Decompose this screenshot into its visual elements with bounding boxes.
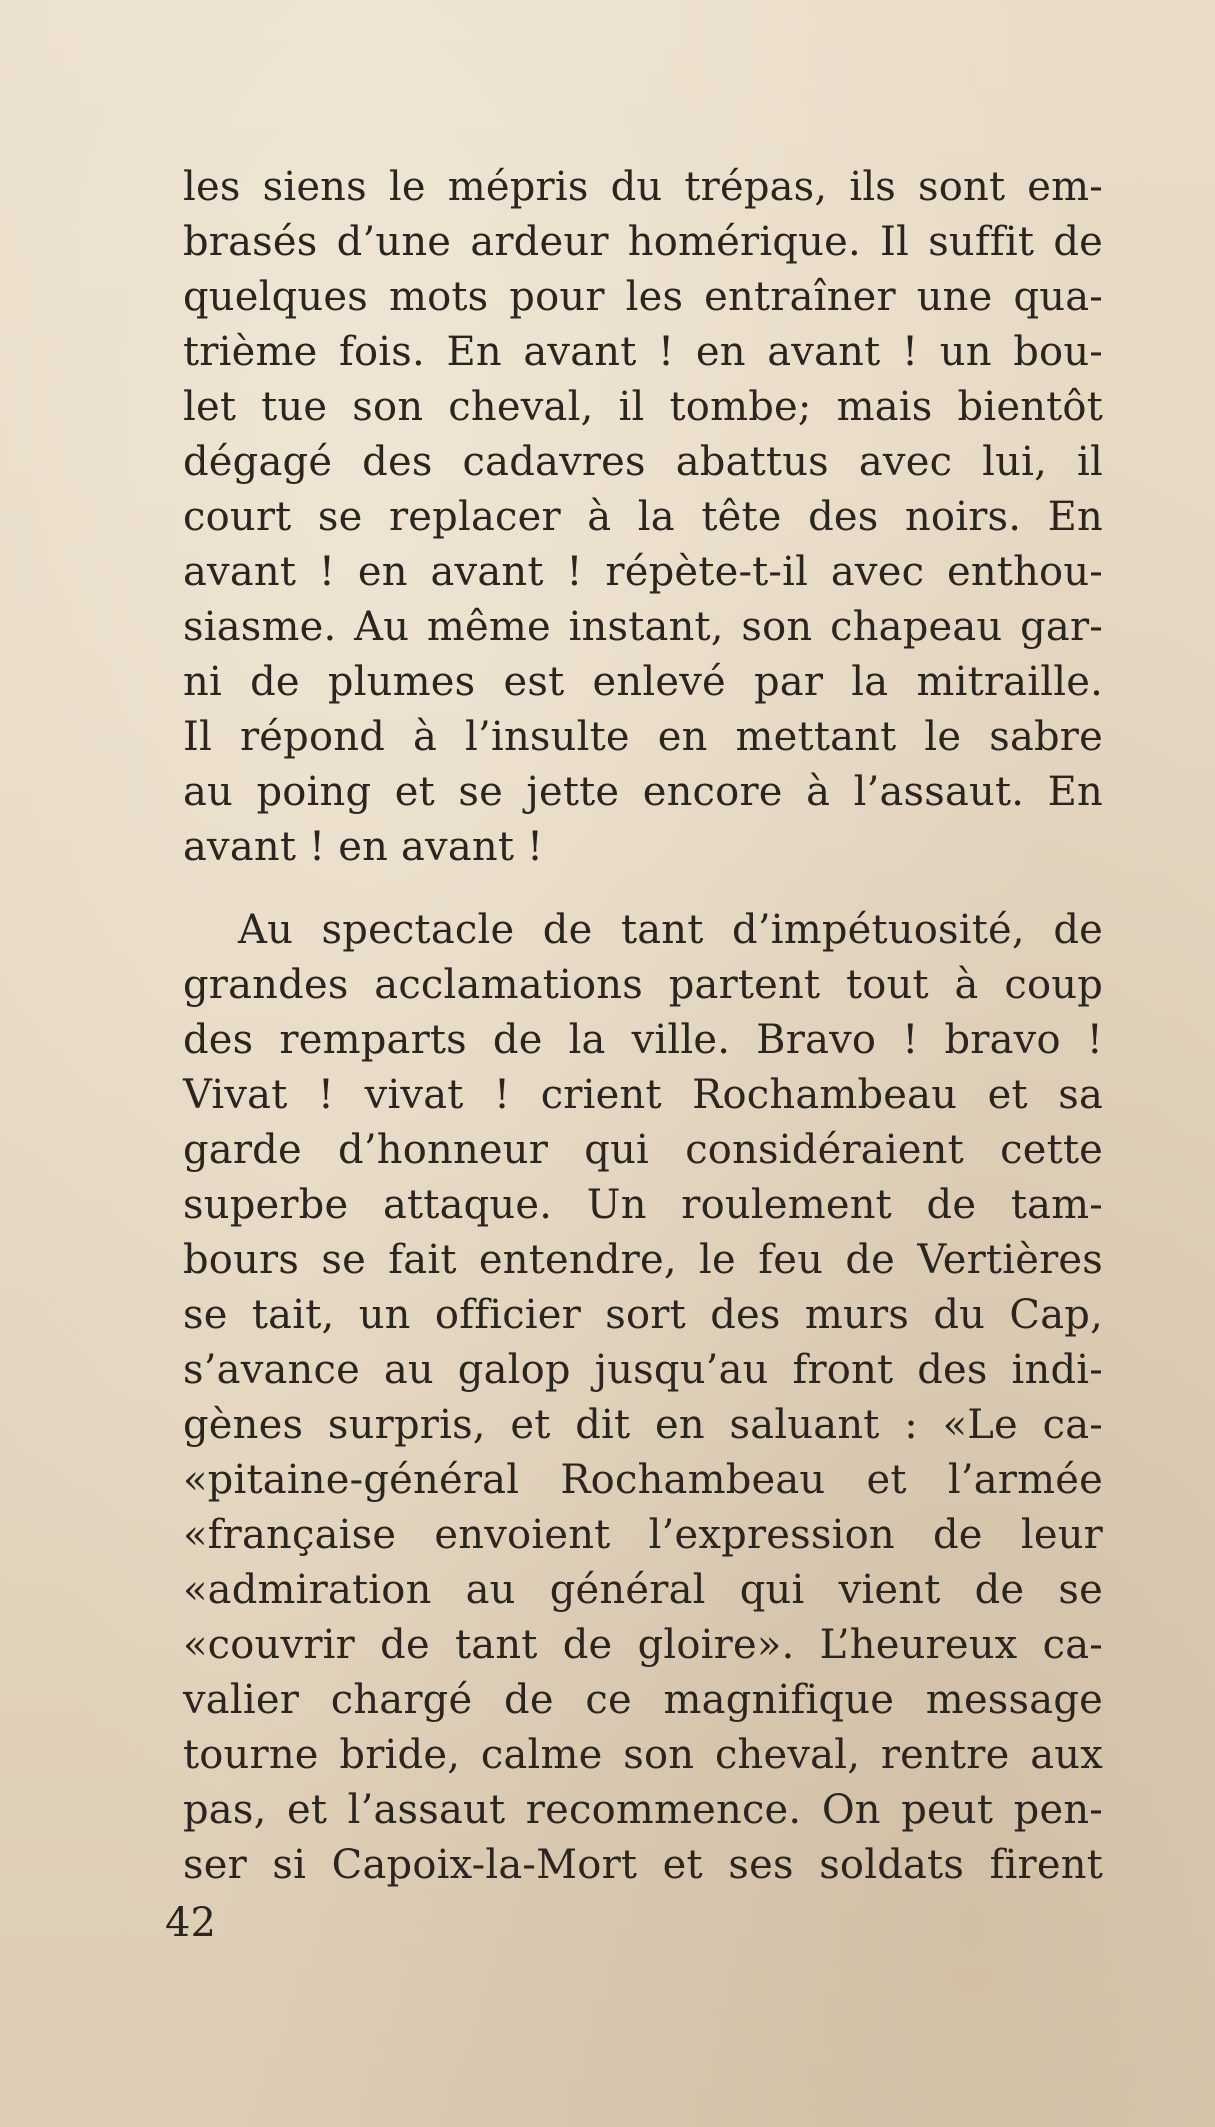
text-line: se tait, un officier sort des murs du Cap, [183, 1292, 1103, 1338]
text-line: valier chargé de ce magnifique message [183, 1677, 1103, 1723]
text-line: brasés d’une ardeur homérique. Il suffit de [183, 219, 1103, 265]
text-line: gènes surpris, et dit en saluant : «Le ca- [183, 1402, 1103, 1448]
text-line: siasme. Au même instant, son chapeau gar- [183, 604, 1103, 650]
paragraph-1 [183, 160, 1103, 875]
text-line: superbe attaque. Un roulement de tam- [183, 1182, 1103, 1228]
paragraph-gap [183, 875, 1103, 903]
text-line: au poing et se jette encore à l’assaut. En [183, 769, 1103, 815]
text-line: «admiration au général qui vient de se [183, 1567, 1103, 1613]
text-line: court se replacer à la tête des noirs. En [183, 494, 1103, 540]
body-text [183, 160, 1103, 1893]
text-line: avant ! en avant ! [183, 824, 544, 870]
text-line: «couvrir de tant de gloire». L’heureux ca- [183, 1622, 1103, 1668]
text-line: bours se fait entendre, le feu de Vertières [183, 1237, 1103, 1283]
text-line: Vivat ! vivat ! crient Rochambeau et sa [183, 1072, 1103, 1118]
text-line: Au spectacle de tant d’impétuosité, de [238, 907, 1103, 953]
text-line: trième fois. En avant ! en avant ! un bou- [183, 329, 1103, 375]
text-line: tourne bride, calme son cheval, rentre aux [183, 1732, 1103, 1778]
text-line: garde d’honneur qui considéraient cette [183, 1127, 1103, 1173]
text-line: ser si Capoix-la-Mort et ses soldats firent [183, 1842, 1103, 1888]
text-line: les siens le mépris du trépas, ils sont em- [183, 164, 1103, 210]
text-line: ni de plumes est enlevé par la mitraille. [183, 659, 1103, 705]
text-line: Il répond à l’insulte en mettant le sabre [183, 714, 1103, 760]
text-line: s’avance au galop jusqu’au front des indi- [183, 1347, 1103, 1393]
text-line: des remparts de la ville. Bravo ! bravo ! [183, 1017, 1103, 1063]
text-line: «pitaine-général Rochambeau et l’armée [183, 1457, 1103, 1503]
paragraph-2 [183, 903, 1103, 1893]
text-line: grandes acclamations partent tout à coup [183, 962, 1103, 1008]
text-line: dégagé des cadavres abattus avec lui, il [183, 439, 1103, 485]
text-line: quelques mots pour les entraîner une qua- [183, 274, 1103, 320]
page-number: 42 [165, 1900, 216, 1946]
text-line: pas, et l’assaut recommence. On peut pen- [183, 1787, 1103, 1833]
text-line: let tue son cheval, il tombe; mais bientôt [183, 384, 1103, 430]
text-line: «française envoient l’expression de leur [183, 1512, 1103, 1558]
text-line: avant ! en avant ! répète-t-il avec enthou- [183, 549, 1103, 595]
